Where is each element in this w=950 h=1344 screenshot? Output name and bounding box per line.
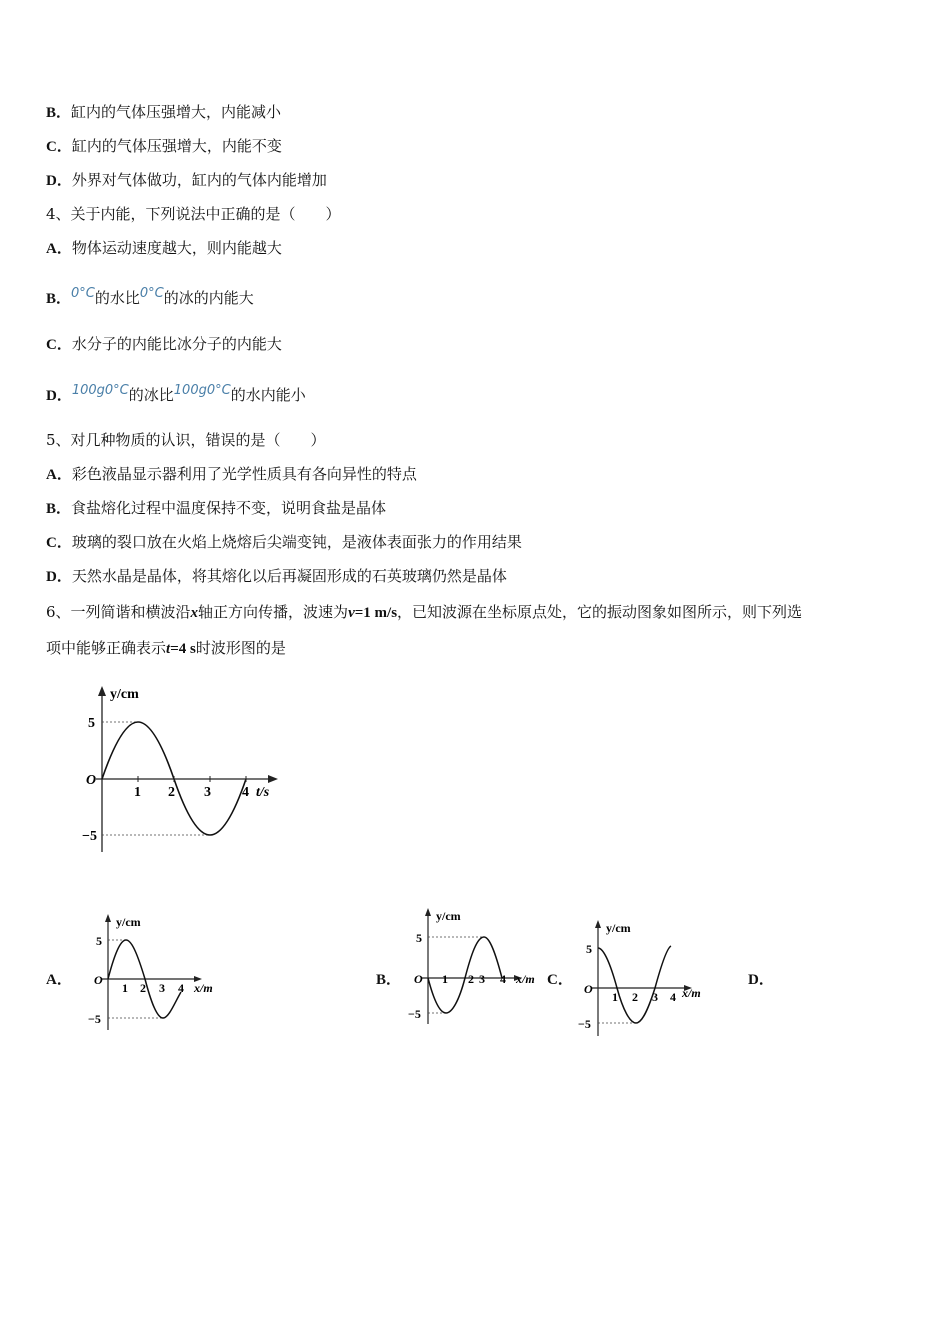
q6-stem-line1 (46, 602, 802, 623)
option-text: 的水比 (94, 289, 140, 307)
option-b-graph (406, 906, 546, 1026)
option-text: 缸内的气体压强增大，内能不变 (71, 137, 282, 155)
y-max-label: 5 (88, 716, 95, 731)
y-axis-label: y/cm (606, 921, 631, 935)
option-text: 水分子的内能比冰分子的内能大 (71, 335, 282, 353)
stem-text: 时波形图的是 (195, 639, 286, 657)
y-axis-arrow (105, 914, 111, 922)
option-label: C． (46, 139, 72, 155)
q4-stem: 4、关于内能，下列说法中正确的是（ ） (46, 205, 341, 223)
y-axis-arrow (595, 920, 601, 928)
x-axis-label: t/s (256, 785, 270, 800)
option-label: A． (46, 467, 72, 483)
q5-stem: 5、对几种物质的认识，错误的是（ ） (46, 431, 326, 449)
option-text: 彩色液晶显示器利用了光学性质具有各向异性的特点 (71, 465, 417, 483)
x-tick-label: 1 (612, 990, 618, 1004)
option-text: 外界对气体做功，缸内的气体内能增加 (71, 171, 327, 189)
var-t: t (166, 641, 171, 657)
origin-label: O (414, 972, 423, 986)
q3-option-d (46, 170, 327, 191)
option-d-label: D． (748, 972, 774, 988)
stem-text: 项中能够正确表示 (46, 639, 167, 657)
option-label: B． (46, 291, 72, 307)
wave-curve (428, 937, 502, 1013)
option-label: A． (46, 241, 72, 257)
x-axis-arrow (268, 775, 278, 783)
q4-option-d (46, 381, 306, 406)
y-axis-label: y/cm (116, 915, 141, 929)
x-axis-label: x/m (682, 986, 701, 1000)
x-tick-label: 3 (652, 990, 658, 1004)
q5-option-d (46, 566, 507, 587)
option-text: 食盐熔化过程中温度保持不变，说明食盐是晶体 (71, 499, 387, 517)
vibration-graph (78, 684, 288, 856)
option-label: B． (46, 501, 72, 517)
y-axis-label: y/cm (436, 909, 461, 923)
option-text: 缸内的气体压强增大，内能减小 (71, 103, 282, 121)
formula-image: 100g0°C (71, 383, 129, 398)
option-b-label: B． (376, 972, 402, 988)
x-tick-label: 1 (122, 981, 128, 995)
option-label: C． (46, 535, 72, 551)
q5-option-a (46, 464, 417, 485)
origin-label: O (584, 982, 593, 996)
x-tick-label: 4 (178, 981, 184, 995)
q3-option-c (46, 136, 282, 157)
q4-option-b (46, 284, 254, 309)
option-label: B． (46, 105, 72, 121)
option-c-graph (574, 918, 714, 1038)
q5-option-b (46, 498, 386, 519)
y-max-label: 5 (416, 931, 422, 945)
y-min-label: −5 (88, 1012, 101, 1026)
x-tick-label: 4 (670, 990, 676, 1004)
x-axis-label: x/m (516, 972, 535, 986)
q3-option-b (46, 102, 281, 123)
formula-image: 0°C (139, 286, 164, 301)
var-x: x (190, 605, 199, 621)
option-text: 物体运动速度越大，则内能越大 (71, 239, 282, 257)
q5-option-c (46, 532, 522, 553)
formula-image: 100g0°C (173, 383, 231, 398)
y-axis-label: y/cm (110, 687, 139, 702)
stem-text: ，已知波源在坐标原点处，它的振动图象如图所示，则下列选 (397, 603, 803, 621)
origin-label: O (94, 973, 103, 987)
q6-stem-line2 (46, 638, 286, 659)
option-text: 天然水晶是晶体，将其熔化以后再凝固形成的石英玻璃仍然是晶体 (71, 567, 507, 585)
option-label: D． (46, 173, 72, 189)
option-label: C． (46, 337, 72, 353)
y-axis-arrow (98, 686, 106, 696)
option-c-label: C． (547, 972, 573, 988)
x-tick-label: 2 (140, 981, 146, 995)
option-text: 的冰的内能大 (163, 289, 254, 307)
formula-image: 0°C (71, 286, 95, 301)
option-label: D． (46, 569, 72, 585)
option-text: 的冰比 (128, 386, 174, 404)
x-tick-label: 4 (500, 972, 506, 986)
x-tick-label: 2 (168, 785, 175, 800)
x-tick-label: 2 (468, 972, 474, 986)
origin-label: O (86, 773, 97, 788)
y-min-label: −5 (578, 1017, 591, 1031)
x-tick-label: 1 (442, 972, 448, 986)
y-min-label: −5 (408, 1007, 421, 1021)
q4-option-c (46, 334, 282, 355)
q4-option-a (46, 238, 282, 259)
option-text: 的水内能小 (230, 386, 306, 404)
x-tick-label: 3 (159, 981, 165, 995)
option-a-label: A． (46, 972, 72, 988)
x-tick-label: 2 (632, 990, 638, 1004)
x-tick-label: 3 (479, 972, 485, 986)
y-min-label: −5 (82, 829, 97, 844)
y-axis-arrow (425, 908, 431, 916)
stem-text: 6、一列简谐和横波沿 (46, 603, 191, 621)
option-text: 玻璃的裂口放在火焰上烧熔后尖端变钝，是液体表面张力的作用结果 (71, 533, 522, 551)
option-label: D． (46, 388, 72, 404)
x-tick-label: 1 (134, 785, 141, 800)
stem-text: 轴正方向传播，波速为 (198, 603, 349, 621)
wave-curve (598, 946, 671, 1023)
y-max-label: 5 (96, 934, 102, 948)
y-max-label: 5 (586, 942, 592, 956)
value-v: =1 m/s (354, 605, 398, 621)
x-tick-label: 3 (204, 785, 211, 800)
value-t: =4 s (170, 641, 196, 657)
var-v: v (348, 605, 355, 621)
x-axis-label: x/m (194, 981, 213, 995)
x-tick-label: 4 (242, 785, 249, 800)
option-a-graph (86, 912, 226, 1032)
